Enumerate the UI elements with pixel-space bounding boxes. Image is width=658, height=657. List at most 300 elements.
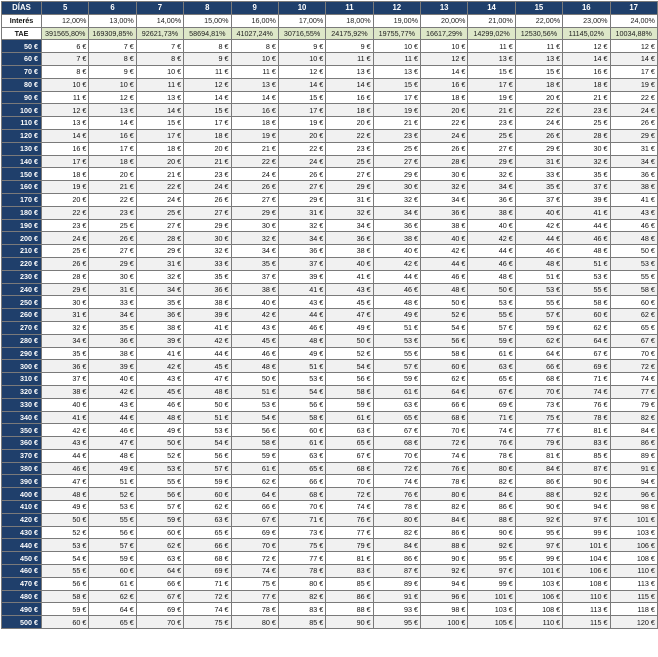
cost-cell: 57 €	[468, 321, 515, 334]
cost-cell: 23 €	[184, 168, 231, 181]
cost-cell: 51 €	[373, 321, 420, 334]
cost-cell: 46 €	[515, 245, 562, 258]
cost-cell: 64 €	[421, 385, 468, 398]
cost-cell: 36 €	[278, 245, 325, 258]
cost-cell: 55 €	[563, 283, 610, 296]
days-label: DÍAS	[2, 2, 42, 15]
cost-cell: 63 €	[326, 424, 373, 437]
cost-cell: 22 €	[421, 117, 468, 130]
cost-cell: 77 €	[278, 552, 325, 565]
cost-cell: 62 €	[421, 373, 468, 386]
cost-cell: 22 €	[278, 142, 325, 155]
cost-cell: 8 €	[89, 53, 136, 66]
cost-cell: 38 €	[184, 296, 231, 309]
cost-cell: 55 €	[89, 513, 136, 526]
cost-cell: 17 €	[89, 142, 136, 155]
cost-cell: 65 €	[89, 616, 136, 629]
cost-cell: 13 €	[468, 53, 515, 66]
cost-cell: 26 €	[42, 257, 89, 270]
cost-cell: 42 €	[89, 385, 136, 398]
cost-cell: 81 €	[563, 424, 610, 437]
cost-cell: 47 €	[326, 309, 373, 322]
cost-cell: 38 €	[136, 321, 183, 334]
cost-cell: 37 €	[515, 193, 562, 206]
cost-cell: 64 €	[231, 488, 278, 501]
amount-cell: 150 €	[2, 168, 42, 181]
cost-cell: 50 €	[326, 334, 373, 347]
cost-cell: 35 €	[42, 347, 89, 360]
cost-cell: 71 €	[184, 577, 231, 590]
cost-cell: 53 €	[231, 398, 278, 411]
cost-cell: 7 €	[136, 40, 183, 53]
cost-cell: 35 €	[231, 257, 278, 270]
cost-cell: 36 €	[373, 219, 420, 232]
amount-cell: 370 €	[2, 449, 42, 462]
cost-cell: 57 €	[136, 501, 183, 514]
cost-cell: 86 €	[326, 590, 373, 603]
cost-cell: 24 €	[231, 168, 278, 181]
day-header: 12	[373, 2, 420, 15]
cost-cell: 37 €	[231, 270, 278, 283]
cost-cell: 68 €	[326, 462, 373, 475]
cost-cell: 54 €	[326, 360, 373, 373]
cost-cell: 56 €	[421, 334, 468, 347]
cost-cell: 51 €	[184, 411, 231, 424]
cost-cell: 50 €	[184, 398, 231, 411]
cost-cell: 91 €	[610, 462, 657, 475]
cost-cell: 37 €	[563, 181, 610, 194]
cost-cell: 46 €	[231, 347, 278, 360]
cost-cell: 40 €	[468, 219, 515, 232]
amount-cell: 300 €	[2, 360, 42, 373]
cost-cell: 65 €	[278, 462, 325, 475]
cost-cell: 44 €	[278, 309, 325, 322]
cost-cell: 53 €	[610, 257, 657, 270]
cost-cell: 30 €	[42, 296, 89, 309]
cost-cell: 25 €	[42, 245, 89, 258]
cost-cell: 55 €	[610, 270, 657, 283]
day-header: 14	[468, 2, 515, 15]
cost-cell: 96 €	[421, 590, 468, 603]
cost-cell: 89 €	[373, 577, 420, 590]
cost-cell: 47 €	[89, 437, 136, 450]
cost-cell: 19 €	[231, 129, 278, 142]
cost-cell: 22 €	[326, 129, 373, 142]
cost-cell: 59 €	[136, 513, 183, 526]
cost-cell: 29 €	[515, 142, 562, 155]
cost-cell: 55 €	[373, 347, 420, 360]
cost-cell: 43 €	[136, 373, 183, 386]
interest-cell: 18,00%	[326, 14, 373, 27]
day-header: 13	[421, 2, 468, 15]
cost-cell: 52 €	[421, 309, 468, 322]
cost-cell: 24 €	[42, 232, 89, 245]
cost-cell: 70 €	[231, 539, 278, 552]
amount-cell: 70 €	[2, 65, 42, 78]
cost-cell: 59 €	[515, 321, 562, 334]
cost-cell: 16 €	[326, 91, 373, 104]
cost-cell: 108 €	[515, 603, 562, 616]
cost-cell: 42 €	[421, 245, 468, 258]
cost-cell: 48 €	[563, 245, 610, 258]
cost-cell: 76 €	[421, 462, 468, 475]
cost-cell: 69 €	[231, 526, 278, 539]
cost-cell: 63 €	[468, 360, 515, 373]
cost-cell: 75 €	[231, 577, 278, 590]
cost-cell: 67 €	[326, 449, 373, 462]
cost-cell: 34 €	[326, 219, 373, 232]
cost-cell: 10 €	[136, 65, 183, 78]
cost-cell: 19 €	[610, 78, 657, 91]
cost-cell: 36 €	[42, 360, 89, 373]
cost-cell: 8 €	[184, 40, 231, 53]
cost-cell: 15 €	[184, 104, 231, 117]
amount-cell: 360 €	[2, 437, 42, 450]
cost-cell: 106 €	[515, 590, 562, 603]
cost-cell: 84 €	[610, 424, 657, 437]
tae-cell: 11145,02%	[563, 27, 610, 40]
cost-cell: 46 €	[278, 321, 325, 334]
tae-row	[2, 27, 658, 40]
amount-cell: 450 €	[2, 552, 42, 565]
cost-cell: 30 €	[563, 142, 610, 155]
cost-cell: 80 €	[231, 616, 278, 629]
cost-cell: 48 €	[184, 385, 231, 398]
table-row	[2, 219, 658, 232]
cost-cell: 90 €	[326, 616, 373, 629]
cost-cell: 36 €	[326, 232, 373, 245]
cost-cell: 12 €	[89, 91, 136, 104]
cost-cell: 12 €	[421, 53, 468, 66]
cost-cell: 47 €	[184, 373, 231, 386]
cost-cell: 38 €	[468, 206, 515, 219]
cost-cell: 60 €	[278, 424, 325, 437]
cost-cell: 29 €	[468, 155, 515, 168]
interest-cell: 24,00%	[610, 14, 657, 27]
table-row	[2, 360, 658, 373]
cost-cell: 106 €	[563, 565, 610, 578]
cost-cell: 21 €	[468, 104, 515, 117]
cost-cell: 59 €	[373, 373, 420, 386]
cost-cell: 26 €	[421, 142, 468, 155]
cost-cell: 7 €	[89, 40, 136, 53]
cost-cell: 63 €	[373, 398, 420, 411]
cost-cell: 16 €	[563, 65, 610, 78]
table-row	[2, 539, 658, 552]
cost-cell: 60 €	[421, 360, 468, 373]
cost-cell: 67 €	[373, 424, 420, 437]
table-row	[2, 91, 658, 104]
amount-cell: 470 €	[2, 577, 42, 590]
cost-cell: 15 €	[373, 78, 420, 91]
cost-cell: 18 €	[421, 91, 468, 104]
cost-cell: 118 €	[610, 603, 657, 616]
cost-cell: 32 €	[184, 245, 231, 258]
cost-cell: 106 €	[610, 539, 657, 552]
tae-cell: 16617,29%	[421, 27, 468, 40]
cost-cell: 25 €	[468, 129, 515, 142]
tae-cell: 169309,85%	[89, 27, 136, 40]
cost-cell: 50 €	[421, 296, 468, 309]
cost-cell: 17 €	[42, 155, 89, 168]
cost-cell: 58 €	[231, 437, 278, 450]
cost-cell: 22 €	[231, 155, 278, 168]
cost-cell: 61 €	[373, 385, 420, 398]
table-body	[2, 40, 658, 629]
cost-cell: 58 €	[563, 296, 610, 309]
cost-cell: 12 €	[42, 104, 89, 117]
cost-cell: 18 €	[89, 155, 136, 168]
amount-cell: 320 €	[2, 385, 42, 398]
tae-cell: 92621,73%	[136, 27, 183, 40]
amount-cell: 420 €	[2, 513, 42, 526]
cost-cell: 45 €	[184, 360, 231, 373]
cost-cell: 54 €	[278, 385, 325, 398]
cost-cell: 43 €	[42, 437, 89, 450]
table-row	[2, 373, 658, 386]
cost-cell: 14 €	[136, 104, 183, 117]
cost-cell: 92 €	[563, 488, 610, 501]
cost-cell: 87 €	[373, 565, 420, 578]
interest-cell: 21,00%	[468, 14, 515, 27]
table-row	[2, 411, 658, 424]
cost-cell: 27 €	[136, 219, 183, 232]
cost-cell: 67 €	[136, 590, 183, 603]
cost-cell: 101 €	[563, 539, 610, 552]
cost-cell: 88 €	[421, 539, 468, 552]
cost-cell: 50 €	[136, 437, 183, 450]
cost-cell: 48 €	[468, 270, 515, 283]
loan-cost-table	[1, 1, 658, 629]
cost-cell: 12 €	[610, 40, 657, 53]
cost-cell: 41 €	[610, 193, 657, 206]
day-header: 11	[326, 2, 373, 15]
cost-cell: 79 €	[610, 398, 657, 411]
cost-cell: 24 €	[421, 129, 468, 142]
day-header: 9	[231, 2, 278, 15]
cost-cell: 44 €	[42, 449, 89, 462]
cost-cell: 113 €	[610, 577, 657, 590]
amount-cell: 220 €	[2, 257, 42, 270]
cost-cell: 56 €	[42, 577, 89, 590]
cost-cell: 51 €	[278, 360, 325, 373]
interest-cell: 16,00%	[231, 14, 278, 27]
cost-cell: 62 €	[563, 321, 610, 334]
cost-cell: 90 €	[468, 526, 515, 539]
cost-cell: 55 €	[136, 475, 183, 488]
cost-cell: 90 €	[563, 475, 610, 488]
cost-cell: 85 €	[326, 577, 373, 590]
cost-cell: 33 €	[89, 296, 136, 309]
cost-cell: 77 €	[231, 590, 278, 603]
cost-cell: 84 €	[515, 462, 562, 475]
cost-cell: 34 €	[610, 155, 657, 168]
cost-cell: 57 €	[515, 309, 562, 322]
cost-cell: 37 €	[278, 257, 325, 270]
table-row	[2, 181, 658, 194]
cost-cell: 48 €	[89, 449, 136, 462]
cost-cell: 38 €	[42, 385, 89, 398]
cost-cell: 95 €	[468, 552, 515, 565]
cost-cell: 53 €	[136, 462, 183, 475]
table-row	[2, 129, 658, 142]
cost-cell: 16 €	[231, 104, 278, 117]
cost-cell: 46 €	[42, 462, 89, 475]
cost-cell: 80 €	[468, 462, 515, 475]
cost-cell: 29 €	[278, 193, 325, 206]
cost-cell: 17 €	[373, 91, 420, 104]
cost-cell: 56 €	[326, 373, 373, 386]
cost-cell: 28 €	[563, 129, 610, 142]
cost-cell: 50 €	[610, 245, 657, 258]
cost-cell: 44 €	[515, 232, 562, 245]
cost-cell: 78 €	[421, 475, 468, 488]
cost-cell: 16 €	[89, 129, 136, 142]
cost-cell: 20 €	[421, 104, 468, 117]
table-row	[2, 206, 658, 219]
day-header: 6	[89, 2, 136, 15]
table-header	[2, 2, 658, 40]
cost-cell: 88 €	[515, 488, 562, 501]
cost-cell: 11 €	[468, 40, 515, 53]
cost-cell: 61 €	[231, 462, 278, 475]
cost-cell: 38 €	[610, 181, 657, 194]
tae-cell: 19755,77%	[373, 27, 420, 40]
cost-cell: 103 €	[515, 577, 562, 590]
cost-cell: 15 €	[515, 65, 562, 78]
cost-cell: 9 €	[89, 65, 136, 78]
cost-cell: 48 €	[373, 296, 420, 309]
cost-cell: 66 €	[515, 360, 562, 373]
cost-cell: 29 €	[373, 168, 420, 181]
cost-cell: 62 €	[515, 334, 562, 347]
cost-cell: 27 €	[231, 193, 278, 206]
cost-cell: 76 €	[563, 398, 610, 411]
interest-cell: 19,00%	[373, 14, 420, 27]
cost-cell: 22 €	[42, 206, 89, 219]
cost-cell: 19 €	[42, 181, 89, 194]
cost-cell: 11 €	[515, 40, 562, 53]
days-row	[2, 2, 658, 15]
cost-cell: 39 €	[136, 334, 183, 347]
cost-cell: 92 €	[421, 565, 468, 578]
cost-cell: 70 €	[278, 501, 325, 514]
cost-cell: 46 €	[89, 424, 136, 437]
cost-cell: 19 €	[373, 104, 420, 117]
amount-cell: 350 €	[2, 424, 42, 437]
cost-cell: 70 €	[373, 449, 420, 462]
day-header: 8	[184, 2, 231, 15]
cost-cell: 97 €	[515, 539, 562, 552]
cost-cell: 31 €	[515, 155, 562, 168]
cost-cell: 46 €	[421, 270, 468, 283]
cost-cell: 35 €	[184, 270, 231, 283]
cost-cell: 64 €	[563, 334, 610, 347]
cost-cell: 58 €	[42, 590, 89, 603]
cost-cell: 72 €	[184, 590, 231, 603]
amount-cell: 240 €	[2, 283, 42, 296]
table-row	[2, 577, 658, 590]
cost-cell: 89 €	[610, 449, 657, 462]
cost-cell: 59 €	[42, 603, 89, 616]
cost-cell: 78 €	[468, 449, 515, 462]
cost-cell: 51 €	[231, 385, 278, 398]
amount-cell: 160 €	[2, 181, 42, 194]
cost-cell: 34 €	[373, 206, 420, 219]
cost-cell: 36 €	[184, 283, 231, 296]
cost-cell: 69 €	[468, 398, 515, 411]
cost-cell: 14 €	[421, 65, 468, 78]
amount-cell: 50 €	[2, 40, 42, 53]
cost-cell: 25 €	[563, 117, 610, 130]
cost-cell: 94 €	[563, 501, 610, 514]
table-row	[2, 40, 658, 53]
cost-cell: 76 €	[468, 437, 515, 450]
cost-cell: 46 €	[610, 219, 657, 232]
cost-cell: 51 €	[515, 270, 562, 283]
tae-cell: 41027,24%	[231, 27, 278, 40]
table-row	[2, 513, 658, 526]
cost-cell: 10 €	[421, 40, 468, 53]
cost-cell: 49 €	[136, 424, 183, 437]
cost-cell: 50 €	[231, 373, 278, 386]
cost-cell: 94 €	[421, 577, 468, 590]
cost-cell: 41 €	[136, 347, 183, 360]
cost-cell: 77 €	[515, 424, 562, 437]
cost-cell: 25 €	[326, 155, 373, 168]
cost-cell: 81 €	[326, 552, 373, 565]
cost-cell: 45 €	[136, 385, 183, 398]
cost-cell: 65 €	[373, 411, 420, 424]
cost-cell: 56 €	[136, 488, 183, 501]
cost-cell: 73 €	[515, 398, 562, 411]
cost-cell: 13 €	[515, 53, 562, 66]
table-row	[2, 193, 658, 206]
cost-cell: 32 €	[136, 270, 183, 283]
cost-cell: 93 €	[373, 603, 420, 616]
cost-cell: 34 €	[468, 181, 515, 194]
cost-cell: 104 €	[563, 552, 610, 565]
cost-cell: 58 €	[421, 347, 468, 360]
cost-cell: 15 €	[278, 91, 325, 104]
cost-cell: 64 €	[515, 347, 562, 360]
cost-cell: 21 €	[231, 142, 278, 155]
cost-cell: 44 €	[563, 219, 610, 232]
cost-cell: 32 €	[468, 168, 515, 181]
cost-cell: 22 €	[136, 181, 183, 194]
cost-cell: 27 €	[89, 245, 136, 258]
cost-cell: 115 €	[563, 616, 610, 629]
cost-cell: 44 €	[89, 411, 136, 424]
cost-cell: 20 €	[515, 91, 562, 104]
cost-cell: 53 €	[278, 373, 325, 386]
cost-cell: 66 €	[421, 398, 468, 411]
day-header: 10	[278, 2, 325, 15]
cost-cell: 24 €	[515, 117, 562, 130]
cost-cell: 86 €	[373, 552, 420, 565]
cost-cell: 13 €	[89, 104, 136, 117]
cost-cell: 13 €	[136, 91, 183, 104]
day-header: 7	[136, 2, 183, 15]
cost-cell: 45 €	[231, 334, 278, 347]
cost-cell: 42 €	[136, 360, 183, 373]
cost-cell: 29 €	[231, 206, 278, 219]
cost-cell: 60 €	[42, 616, 89, 629]
cost-cell: 56 €	[89, 526, 136, 539]
cost-cell: 74 €	[468, 424, 515, 437]
cost-cell: 74 €	[373, 475, 420, 488]
cost-cell: 55 €	[468, 309, 515, 322]
